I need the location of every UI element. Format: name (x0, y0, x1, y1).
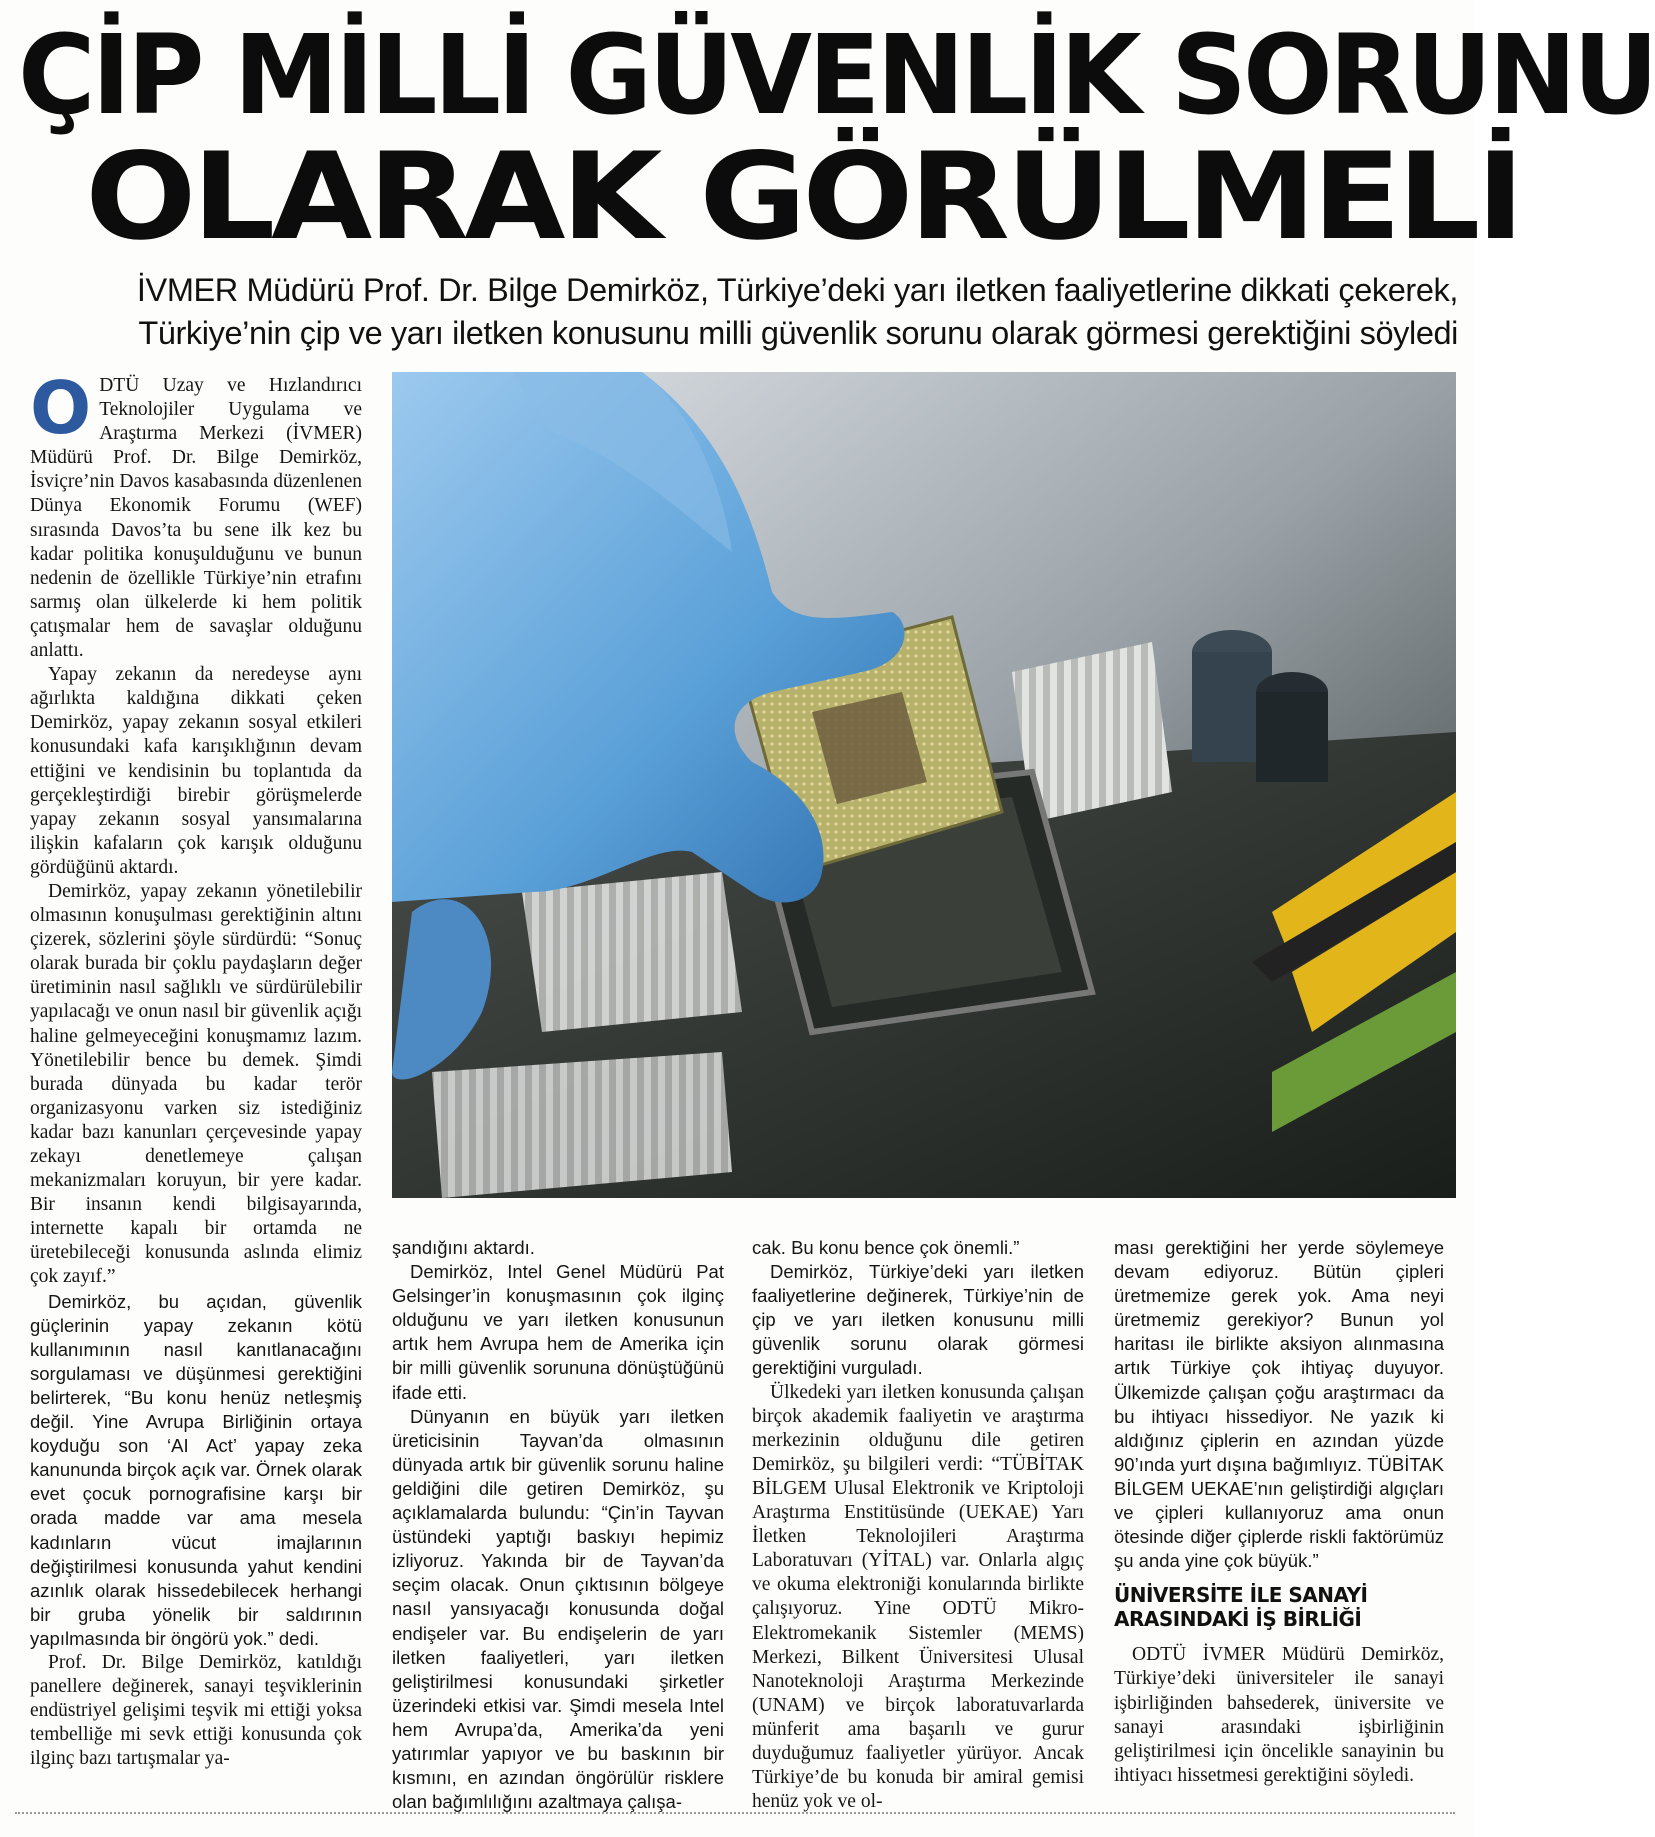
cpu-chip-photo (392, 372, 1456, 1198)
article-column-4 (1114, 1236, 1444, 1788)
subhead-line-2: ARASINDAKİ İŞ BİRLİĞİ (1114, 1607, 1362, 1632)
paragraph: Prof. Dr. Bilge Demirköz, katıldığı panellere değinerek, sanayi teşviklerinin endüstriyel gelişimi teşvik mi ettiği yoksa tembelliğe mi sevk ettiği konusunda çok ilginç bazı tartışmalar ya- (30, 1651, 362, 1770)
paragraph: Demirköz, Intel Genel Müdürü Pat Gelsinger’in konuşmasının çok ilginç olduğunu ve yarı iletken konusunun artık hem Avrupa hem de Amerika için bir milli güvenlik sorununa dönüştüğünü ifade etti. (392, 1261, 724, 1403)
article-column-1 (30, 366, 362, 1771)
deck-line-2: Türkiye’nin çip ve yarı iletken konusunu milli güvenlik sorunu olarak görmesi gerektiğini söyledi (138, 315, 1458, 351)
headline-line-1: ÇİP MİLLİ GÜVENLİK SORUNU (18, 11, 1655, 139)
section-subhead (1114, 1583, 1444, 1631)
paragraph: cak. Bu konu bence çok önemli.” (752, 1237, 1020, 1258)
deck-line-1: İVMER Müdürü Prof. Dr. Bilge Demirköz, Türkiye’deki yarı iletken faaliyetlerine dikkati çekerek, (136, 272, 1458, 308)
paragraph: Demirköz, Türkiye’deki yarı iletken faaliyetlerine değinerek, Türkiye’nin de çip ve yarı iletken konusunu milli güvenlik sorunu olarak görmesi gerektiğini vurguladı. (752, 1261, 1084, 1379)
paragraph: ODTÜ İVMER Müdürü Demirköz, Türkiye’deki üniversiteler ile sanayi işbirliğinden bahsederek, üniversite ve sanayi arasındaki işbirliğinin geliştirilmesi için öncelikle sanayinin bu ihtiyacı hissetmesi gerektiğini söyledi. (1114, 1644, 1444, 1786)
paragraph: Yapay zekanın da neredeyse aynı ağırlıkta kaldığına dikkati çeken Demirköz, yapay zekanın sosyal etkileri konusundaki kafa karışıklığının devam ettiğini ve kendisinin bu toplantıda da gerçekleştirdiği birebir görüşmelerde yapay zekanın sosyal yansımalarına ilişkin kafaların çok karışık olduğunu gördüğünü aktardı. (30, 664, 362, 878)
headline-line-2: OLARAK GÖRÜLMELİ (85, 128, 1521, 267)
paragraph: ması gerektiğini her yerde söylemeye devam ediyoruz. Bütün çipleri üretmemize gerek yok. Ama neyi üretmemiz gerekiyor? Bunun yol haritası ile birlikte aksiyon alınmasına artık Türkiye çok ihtiyaç duyuyor. Ülkemizde çalışan çoğu araştırmacı da bu ihtiyacı hissediyor. Ne yazık ki aldığınız çiplerin en azından yüzde 90’ında yurt dışına bağımlıyız. TÜBİTAK BİLGEM UEKAE’nın geliştirdiği algıçları ve çipleri kullanıyoruz ama onun ötesinde diğer çiplerde riskli faktörümüz şu anda yine çok büyük.” (1114, 1237, 1444, 1572)
page-divider (15, 1812, 1455, 1814)
photo-illustration (392, 372, 1456, 1198)
drop-cap: O (30, 366, 92, 450)
paragraph: DTÜ Uzay ve Hızlandırıcı Teknolojiler Uygulama ve Araştırma Merkezi (İVMER) Müdürü Prof. Dr. Bilge Demirköz, İsviçre’nin Davos kasabasında düzenlenen Dünya Ekonomik Forumu (WEF) sırasında Davos’ta bu sene ilk kez bu kadar politika konuşulduğunu ve bunun nedenin de özellikle Türkiye’nin etrafını sarmış olan ülkelerde ki hem politik çatışmalar hem de savaşlar olduğunu anlattı. (30, 375, 362, 662)
paragraph: Demirköz, yapay zekanın yönetilebilir olmasının konuşulması gerektiğinin altını çizerek, sözlerini şöyle sürdürdü: “Sonuç olarak burada bir çoklu paydaşların değer üretiminin nasıl sağlıklı ve sürdürülebilir yapılacağı ve onun nasıl bir güvenlik açığı haline gelmeyeceğini konuşmamız lazım. Yönetilebilir bence bu demek. Şimdi burada dünyada bu kadar terör organizasyonu varken siz istediğiniz kadar bazı kanunları çerçevesinde yapay zekayı denetlemeye çalışan mekanizmaları koruyun, bir yere kadar. Bir insanın kendi bilgisayarında, internette kapalı bir ortamda ne üretebileceği konusunda aslında elimiz çok zayıf.” (30, 880, 362, 1288)
article-column-3 (752, 1236, 1084, 1814)
paragraph: şandığını aktardı. (392, 1237, 535, 1258)
article-column-2 (392, 1236, 724, 1814)
paragraph: Ülkedeki yarı iletken konusunda çalışan birçok akademik faaliyetin ve araştırma merkezinin olduğunu dile getiren Demirköz, şu bilgileri verdi: “TÜBİTAK BİLGEM Ulusal Elektronik ve Kriptoloji Araştırma Enstitüsünde (UEKAE) Yarı İletken Teknolojileri Araştırma Laboratuvarı (YİTAL) var. Onlarla algıç ve okuma elektroniği konularında birlikte çalışıyoruz. Yine ODTÜ Mikro-Elektromekanik Sistemler (MEMS) Merkezi, Bilkent Üniversitesi Ulusal Nanoteknoloji Araştırma Merkezinde (UNAM) ve birçok laboratuvarlarda münferit ama başarılı ve gurur duyduğumuz faaliyetler yürüyor. Ancak Türkiye’de bu konuda bir amiral gemisi henüz yok ve ol- (752, 1381, 1084, 1813)
paragraph: Dünyanın en büyük yarı iletken üreticisinin Tayvan’da olmasının dünyada artık bir güvenlik sorunu haline geldiğini dile getiren Demirköz, şu açıklamalarda bulundu: “Çin’in Tayvan üstündeki yaptığı baskıyı hepimiz izliyoruz. Yakında bir de Tayvan’da seçim olacak. Onun çıktısının bölgeye nasıl yansıyacağı konusunda doğal endişeler var. Bu endişelerin de yarı iletken faaliyetleri, yarı iletken geliştirilmesi konusundaki şirketler üzerindeki etkisi var. Şimdi mesela Intel hem Avrupa’da, Amerika’da yeni yatırımlar yapıyor ve bu baskının bir kısmını, en azından öngörülür risklere olan bağımlılığını azaltmaya çalışa- (392, 1405, 724, 1813)
subhead-line-1: ÜNİVERSİTE İLE SANAYİ (1114, 1583, 1368, 1608)
paragraph: Demirköz, bu açıdan, güvenlik güçlerinin yapay zekanın kötü kullanımının nasıl kanıtlanacağını sorgulaması ve düşünmesi gerektiğini belirterek, “Bu konu henüz netleşmiş değil. Yine Avrupa Birliğinin ortaya koyduğu son ‘AI Act’ yapay zeka kanununda birçok açık var. Örnek olarak evet çocuk pornografisine karşı bir orada madde var ama mesela kadınların vücut imajlarının değiştirilmesi konusunda yahut kendini azınlık olarak hissedebilecek herhangi bir gruba yönelik bir saldırının yapılmasında bir öngörü yok.” dedi. (30, 1290, 362, 1649)
